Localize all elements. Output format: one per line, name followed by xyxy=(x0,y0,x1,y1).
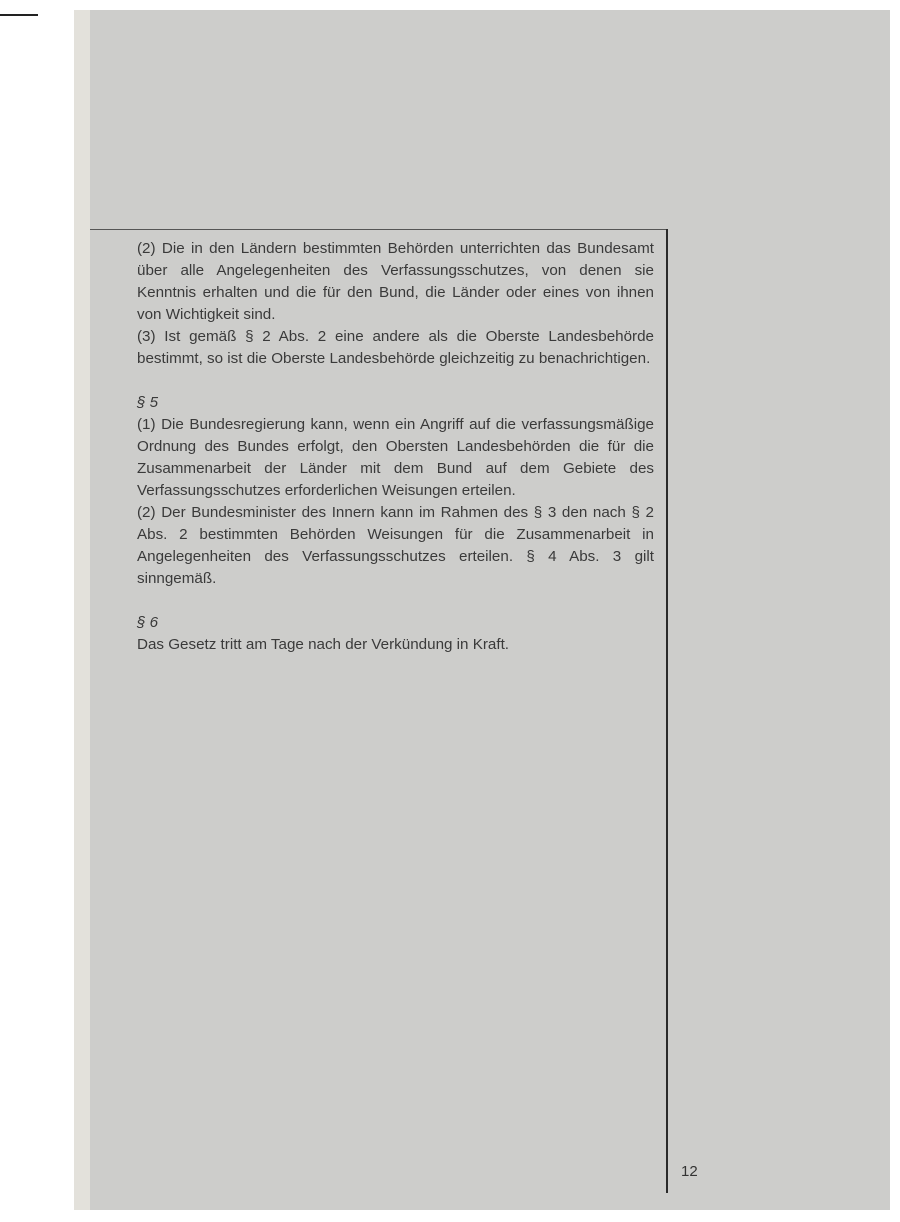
paragraph-s6-1: Das Gesetz tritt am Tage nach der Verkündung in Kraft. xyxy=(137,636,510,653)
text-frame-top-rule xyxy=(90,229,667,230)
page-binding-edge xyxy=(74,10,90,1210)
paragraph-s4-2: (2) Die in den Ländern bestimmten Behörden unterrichten das Bundesamt über alle Angelegenheiten des Verfassungsschutzes, von denen sie Kenntnis erhalten und die für den Bund, die Länder oder eines von ihnen von Wichtigkeit sind. xyxy=(137,240,654,323)
page-number: 12 xyxy=(681,1163,698,1180)
text-frame-right-rule xyxy=(666,229,668,1193)
paragraph-s5-2: (2) Der Bundesminister des Innern kann im Rahmen des § 3 den nach § 2 Abs. 2 bestimmten Behörden Weisungen für die Zusammenarbeit in Angelegenheiten des Verfassungsschutzes erteilen. § 4 Abs. 3 gilt sinngemäß. xyxy=(137,504,654,587)
document-body xyxy=(137,238,654,656)
section-heading-6: § 6 xyxy=(137,614,159,631)
section-heading-5: § 5 xyxy=(137,394,159,411)
paragraph-s4-3: (3) Ist gemäß § 2 Abs. 2 eine andere als die Oberste Landesbehörde bestimmt, so ist die Oberste Landesbehörde gleichzeitig zu benachrichtigen. xyxy=(137,328,654,367)
scan-edge-mark xyxy=(0,14,38,16)
paragraph-s5-1: (1) Die Bundesregierung kann, wenn ein Angriff auf die verfassungsmäßige Ordnung des Bundes erfolgt, den Obersten Landesbehörden die für die Zusammenarbeit der Länder mit dem Bund auf dem Gebiete des Verfassungsschutzes erforderlichen Weisungen erteilen. xyxy=(137,416,654,499)
